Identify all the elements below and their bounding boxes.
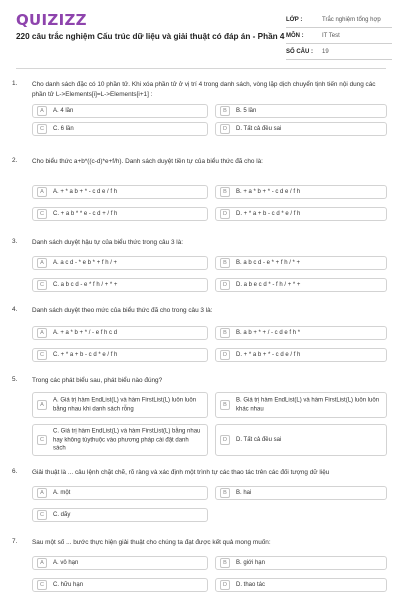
option-text: B. hai (236, 489, 252, 496)
option-letter: D (220, 435, 230, 445)
option-letter: C (37, 435, 47, 445)
option-text: A. + a * b + * / - e f h c d (53, 329, 118, 336)
question-text: Danh sách duyệt hậu tự của biểu thức trong câu 3 là: (32, 239, 184, 246)
question-text: Giải thuật là ... câu lệnh chặt chẽ, rõ ràng và xác định một trình tự các thao tác trên các đối tượng dữ liệu (32, 469, 330, 476)
option-letter: B (220, 328, 230, 338)
option-text: C. hữu hạn (53, 581, 84, 588)
option-text: B. 5 lần (236, 107, 257, 114)
question-text: Sau một số ... bước thực hiện giải thuật cho chúng ta đạt được kết quả mong muốn: (32, 539, 271, 546)
question-number: 7. (12, 538, 18, 545)
option-letter: B (220, 488, 230, 498)
option-text: A. 4 lần (53, 107, 74, 114)
header-divider (16, 68, 386, 69)
option-letter: C (37, 209, 47, 219)
document-title: 220 câu trắc nghiệm Cấu trúc dữ liệu và giải thuật có đáp án - Phần 4 (16, 32, 285, 41)
option-text: C. 6 lần (53, 125, 74, 132)
option-letter: A (37, 187, 47, 197)
option-b[interactable] (215, 326, 387, 340)
option-letter: C (37, 350, 47, 360)
quizizz-logo: QUIZIZZ (16, 11, 87, 29)
option-letter: A (37, 106, 47, 116)
option-c[interactable] (32, 424, 208, 456)
option-d[interactable] (215, 278, 387, 292)
option-text: B. + a * b + * - c d e / f h (236, 188, 301, 195)
option-b[interactable] (215, 392, 387, 418)
option-d[interactable] (215, 578, 387, 592)
meta-row-count (286, 44, 392, 60)
option-b[interactable] (215, 486, 387, 500)
option-text: A. một (53, 489, 71, 496)
option-text: D. + * a + b - c d * e / f h (236, 210, 301, 217)
option-d[interactable] (215, 122, 387, 136)
option-text: D. Tất cả đều sai (236, 125, 282, 132)
option-b[interactable] (215, 556, 387, 570)
option-b[interactable] (215, 185, 387, 199)
option-text: A. + * a b + * - c d e / f h (53, 188, 118, 195)
option-letter: D (220, 350, 230, 360)
option-b[interactable] (215, 104, 387, 118)
option-a[interactable] (32, 104, 208, 118)
option-c[interactable] (32, 207, 208, 221)
option-text: A. vô hạn (53, 559, 79, 566)
option-letter: A (37, 400, 47, 410)
option-d[interactable] (215, 424, 387, 456)
option-letter: A (37, 328, 47, 338)
meta-row-class (286, 12, 392, 28)
option-a[interactable] (32, 392, 208, 418)
option-letter: D (220, 209, 230, 219)
meta-value: Trắc nghiệm tổng hợp (322, 16, 381, 23)
meta-panel (286, 12, 392, 60)
option-text: B. Giá trị hàm EndList(L) và hàm FirstList(L) luôn luôn khác nhau (236, 397, 380, 412)
option-text: C. Giá trị hàm EndList(L) và hàm FirstList(L) bằng nhau hay không tùythuộc vào phương pháp cài đặt danh sách (53, 428, 201, 452)
meta-label: MÔN : (286, 32, 304, 39)
option-text: A. a c d - * e b * + f h / + (53, 259, 118, 266)
option-letter: D (220, 124, 230, 134)
option-c[interactable] (32, 578, 208, 592)
option-letter: A (37, 258, 47, 268)
question-number: 6. (12, 468, 18, 475)
question-text: Cho biểu thức a+b*((c-d)*e+f/h). Danh sách duyệt tiền tự của biểu thức đã cho là: (32, 158, 263, 165)
option-c[interactable] (32, 348, 208, 362)
option-text: D. a b e c d * - f h / + * + (236, 281, 301, 288)
option-letter: B (220, 106, 230, 116)
question-text: Danh sách duyệt theo mức của biểu thức đã cho trong câu 3 là: (32, 307, 213, 314)
meta-value: IT Test (322, 32, 340, 39)
option-a[interactable] (32, 326, 208, 340)
meta-row-subject (286, 28, 392, 44)
option-letter: B (220, 558, 230, 568)
question-number: 2. (12, 157, 18, 164)
option-letter: A (37, 488, 47, 498)
option-text: B. giới hạn (236, 559, 265, 566)
option-text: D. + * a b + * - c d e / f h (236, 351, 301, 358)
meta-label: LỚP : (286, 16, 303, 23)
question-number: 5. (12, 376, 18, 383)
question-text: Cho danh sách đặc có 10 phần tử. Khi xóa phần tử ở vị trí 4 trong danh sách, vòng lặp dịch chuyển tịnh tiến nội dung các phần tử L->Elements[i]=L->Elements[i+1] : (32, 81, 376, 98)
option-text: B. a b + * + / - c d e f h * (236, 329, 301, 336)
option-c[interactable] (32, 508, 208, 522)
question-number: 1. (12, 80, 18, 87)
option-a[interactable] (32, 556, 208, 570)
question-number: 4. (12, 306, 18, 313)
option-b[interactable] (215, 256, 387, 270)
option-letter: A (37, 558, 47, 568)
option-letter: C (37, 280, 47, 290)
question-number: 3. (12, 238, 18, 245)
option-letter: C (37, 510, 47, 520)
option-d[interactable] (215, 348, 387, 362)
option-text: D. Tất cả đều sai (236, 436, 282, 443)
option-text: A. Giá trị hàm EndList(L) và hàm FirstList(L) luôn luôn bằng nhau khi danh sách rỗng (53, 397, 197, 412)
option-letter: D (220, 280, 230, 290)
option-c[interactable] (32, 278, 208, 292)
meta-label: SỐ CÂU : (286, 48, 313, 55)
option-letter: C (37, 580, 47, 590)
option-letter: B (220, 187, 230, 197)
option-text: C. + * a + b - c d * e / f h (53, 351, 118, 358)
page-header (0, 0, 400, 62)
option-text: C. a b c d - e * f h / + * + (53, 281, 118, 288)
option-a[interactable] (32, 256, 208, 270)
option-text: B. a b c d - e * + f h / * + (236, 259, 301, 266)
option-letter: B (220, 400, 230, 410)
option-text: C. + a b * * e - c d + / f h (53, 210, 118, 217)
option-c[interactable] (32, 122, 208, 136)
option-a[interactable] (32, 185, 208, 199)
option-text: D. thao tác (236, 581, 266, 588)
question-text: Trong các phát biểu sau, phát biểu nào đúng? (32, 377, 163, 384)
option-d[interactable] (215, 207, 387, 221)
option-a[interactable] (32, 486, 208, 500)
option-letter: D (220, 580, 230, 590)
meta-value: 19 (322, 48, 329, 55)
option-letter: C (37, 124, 47, 134)
option-text: C. dãy (53, 511, 71, 518)
option-letter: B (220, 258, 230, 268)
